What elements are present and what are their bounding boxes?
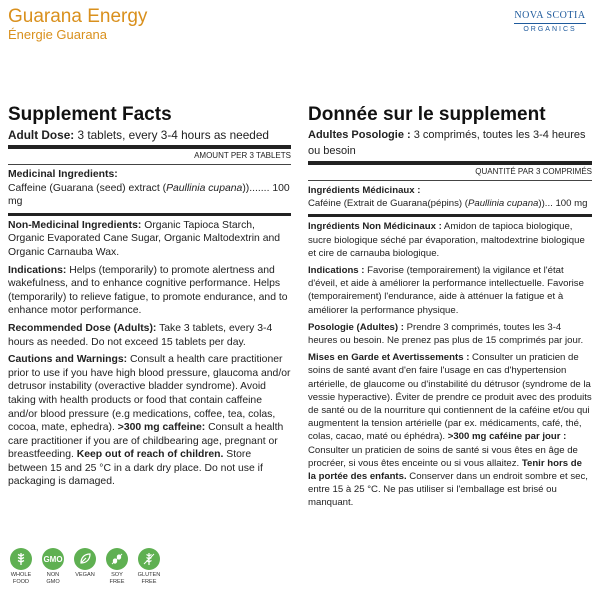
adult-dose-fr: [308, 127, 592, 159]
supplement-facts-en: [8, 104, 291, 493]
non-medicinal-ingredients-en: [8, 219, 291, 260]
dose-label: Adultes Posologie :: [308, 129, 411, 141]
badge-label: [40, 572, 66, 586]
product-title: [8, 6, 147, 43]
adult-dose-en: [8, 127, 291, 143]
amount-label-en: AMOUNT PER 3 TABLETS: [194, 151, 291, 160]
badge-label: [136, 572, 162, 586]
leaf-icon: [74, 548, 96, 570]
divider-thick: [8, 213, 291, 216]
logo-top-text: NOVA SCOTIA: [514, 10, 586, 21]
divider-thick: [8, 145, 291, 149]
badge-soy-free: [104, 548, 130, 586]
mises-text: Consulter un praticien de soins de santé avant d'en faire l'usage en cas d'hypertension artérielle, de glaucome ou d'instabilité du détrusor (syndrome de la vessie hyperactive). Éviter de prendre ce produit avec des produits de santé ou de la nourriture qui contiennent de la caféine et/ou qui augmentent la tension artérielle (par ex. médicaments, café, thé, colas, cacao, maté ou éphédra).: [308, 352, 592, 443]
medicinal-ingredients-fr: [308, 184, 592, 210]
medicinal-label: Ingrédients Médicinaux :: [308, 185, 421, 196]
mises-text: Consulter un praticien de soins de santé si vous êtes en âge de procréer, si vous êtes enceinte ou si vous allaitez.: [308, 444, 578, 469]
caffeine-warning: >300 mg caféine par jour :: [447, 431, 567, 443]
badge-label-line: NON: [46, 572, 60, 578]
gluten-icon: [138, 548, 160, 570]
nonmed-text: Amidon de tapioca biologique, sucre biologique séché par évaporation, maltodextrine biologique et cire de carnauba biologique.: [308, 221, 585, 259]
children-warning: Keep out of reach of children.: [76, 449, 224, 461]
medicinal-ingredients-en: [8, 168, 291, 209]
divider-thin: [308, 180, 592, 181]
indications-en: [8, 264, 291, 318]
indications-text: Favorise (temporairement) la vigilance et l'état d'éveil, et aide à améliorer la performance intellectuelle. Favorise (temporairement) l'endurance, aide à atténuer la fatigue et à améliorer la performance physique.: [308, 265, 584, 316]
badge-label-line: SOY: [111, 572, 123, 578]
non-medicinal-ingredients-fr: [308, 220, 592, 260]
wheat-icon: [10, 548, 32, 570]
badge-label: [8, 572, 34, 586]
brand-logo: [510, 10, 590, 40]
badge-label-line: WHOLE: [10, 572, 32, 578]
recommended-dose-en: [8, 322, 291, 349]
cautions-label: Cautions and Warnings:: [8, 354, 128, 366]
indications-fr: [308, 264, 592, 317]
mises-label: Mises en Garde et Avertissements :: [308, 352, 470, 364]
nonmed-label: Non-Medicinal Ingredients:: [8, 219, 142, 231]
product-title-en: Guarana Energy: [8, 6, 148, 27]
badge-whole-food: [8, 548, 34, 586]
product-title-fr: Énergie Guarana: [8, 27, 108, 42]
latin-name: Paullinia cupana: [467, 198, 539, 210]
storage-text: Conserver dans un endroit sombre et sec, entre 15 à 25 °C. Ne pas utiliser si l'emballage est brisé ou manquant.: [308, 471, 588, 509]
indications-label: Indications:: [8, 264, 67, 276]
badge-label-line: FOOD: [12, 579, 30, 585]
soy-icon: [106, 548, 128, 570]
facts-heading-en: Supplement Facts: [8, 104, 172, 125]
logo-bottom-text: ORGANICS: [523, 26, 577, 33]
dose-text: 3 tablets, every 3-4 hours as needed: [74, 128, 269, 142]
badge-label-line: GMO: [46, 579, 60, 585]
posologie-text: Prendre 3 comprimés, toutes les 3-4 heures ou besoin. Ne prenez pas plus de 15 comprimés par jour.: [308, 321, 584, 347]
medicinal-text: Caféine (Extrait de Guarana(pépins) (: [308, 198, 468, 210]
badge-non-gmo: [40, 548, 66, 586]
amount-label-fr: QUANTITÉ PAR 3 COMPRIMÉS: [475, 167, 592, 176]
badge-label: [104, 572, 130, 586]
certification-badges: [8, 548, 162, 586]
dose-text: 3 comprimés, toutes les 3-4 heures ou besoin: [308, 129, 586, 157]
storage-text: Store between 15 and 25 °C in a dark dry place. Do not use if packaging is damaged.: [8, 449, 263, 488]
children-warning: Tenir hors de la portée des enfants.: [308, 457, 582, 483]
badge-gluten-free: [136, 548, 162, 586]
divider-thick: [308, 161, 592, 165]
cautions-en: [8, 353, 291, 489]
badge-label-line: GLUTEN: [137, 572, 161, 578]
badge-label-line: VEGAN: [75, 572, 95, 578]
latin-name: Paullinia cupana: [166, 182, 243, 194]
medicinal-amount: ))... 100 mg: [538, 198, 588, 210]
posologie-fr: [308, 321, 592, 347]
divider-thick: [308, 214, 592, 217]
posologie-label: Posologie (Adultes) :: [308, 321, 404, 333]
badge-label-line: FREE: [141, 579, 157, 585]
recdose-text: Take 3 tablets, every 3-4 hours as needed. Do not exceed 15 tablets per day.: [8, 322, 273, 348]
dose-label: Adult Dose:: [8, 128, 75, 142]
recdose-label: Recommended Dose (Adults):: [8, 322, 157, 334]
mises-en-garde-fr: [308, 351, 592, 509]
logo-divider: [514, 23, 586, 24]
caffeine-warning: >300 mg caffeine:: [117, 422, 206, 434]
badge-vegan: [72, 548, 98, 586]
cautions-text: Consult a health care practitioner if you are of childbearing age, pregnant or breastfeeding.: [8, 422, 284, 461]
medicinal-text: Caffeine (Guarana (seed) extract (: [8, 182, 167, 194]
supplement-facts-fr: [308, 104, 592, 514]
divider-thin: [8, 164, 291, 165]
gmo-icon: GMO: [42, 548, 64, 570]
facts-heading-fr: Donnée sur le supplement: [308, 104, 546, 125]
indications-label: Indications :: [308, 265, 365, 277]
medicinal-amount: ))....... 100 mg: [8, 182, 290, 208]
nonmed-label: Ingrédients Non Médicinaux :: [308, 221, 442, 233]
indications-text: Helps (temporarily) to promote alertness and wakefulness, and to enhance cognitive performance. Helps (temporarily) to relieve fatigue, to promote endurance, and to enhance motor performance.: [8, 264, 288, 317]
cautions-text: Consult a health care practitioner prior to use if you have high blood pressure, glaucoma and/or detrusor instability (overactive bladder syndrome). Avoid taking with health products or food that contain caffeine and/or blood pressure (e.g medications, coffee, tea, colas, cocoa, mate, ephedra).: [8, 354, 291, 434]
medicinal-label: Medicinal Ingredients:: [8, 169, 118, 180]
nonmed-text: Organic Tapioca Starch, Organic Evaporated Cane Sugar, Organic Maltodextrin and Organic Carnauba Wax.: [8, 219, 281, 258]
badge-label-line: FREE: [109, 579, 125, 585]
badge-label: [72, 572, 98, 579]
